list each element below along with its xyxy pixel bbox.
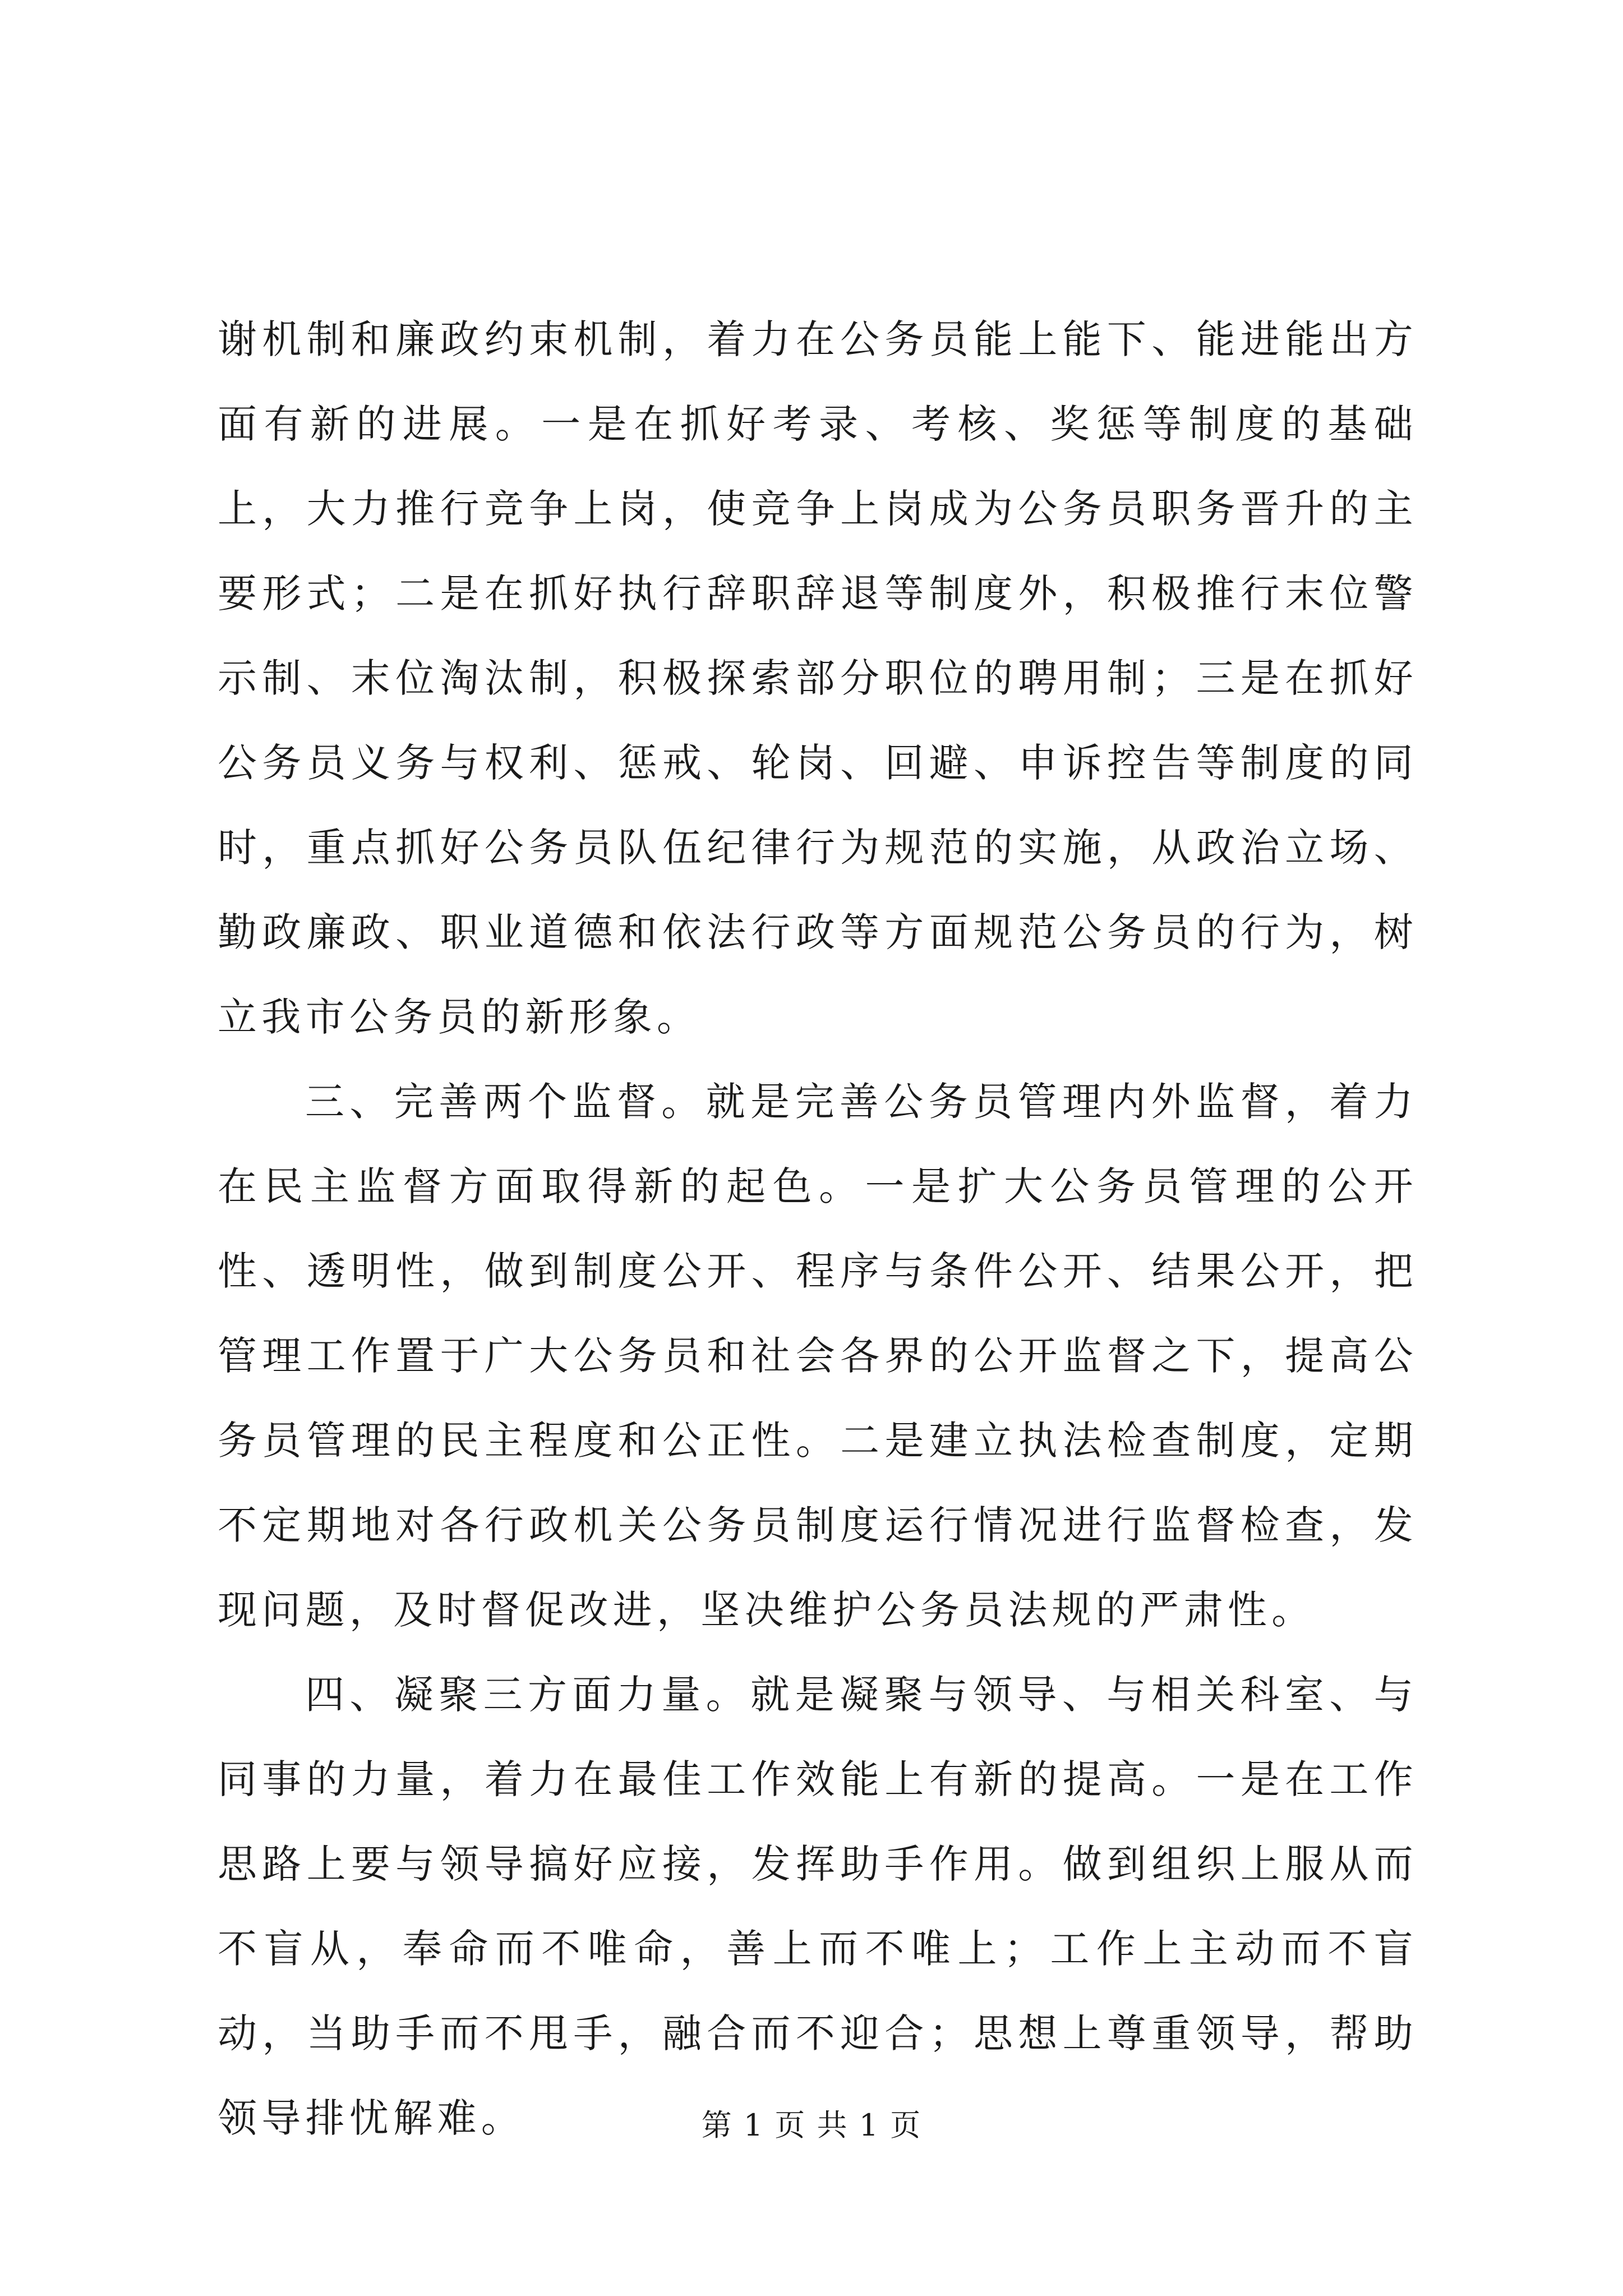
- paragraph-section-four: 四、凝聚三方面力量。就是凝聚与领导、与相关科室、与同事的力量，着力在最佳工作效能上有新的提高。一是在工作思路上要与领导搞好应接，发挥助手作用。做到组织上服从而不盲从，奉命而不唯命，善上而不唯上；工作上主动而不盲动，当助手而不甩手，融合而不迎合；思想上尊重领导，帮助领导排忧解难。: [218, 1672, 1418, 2141]
- paragraph-section-three: 三、完善两个监督。就是完善公务员管理内外监督，着力在民主监督方面取得新的起色。一是扩大公务员管理的公开性、透明性，做到制度公开、程序与条件公开、结果公开，把管理工作置于广大公务员和社会各界的公开监督之下，提高公务员管理的民主程度和公正性。二是建立执法检查制度，定期不定期地对各行政机关公务员制度运行情况进行监督检查，发现问题，及时督促改进，坚决维护公务员法规的严肃性。: [218, 1079, 1418, 1633]
- document-body: [218, 297, 1418, 2161]
- page-footer: 第 1 页 共 1 页: [701, 2108, 922, 2143]
- paragraph-continuation: 谢机制和廉政约束机制，着力在公务员能上能下、能进能出方面有新的进展。一是在抓好考录、考核、奖惩等制度的基础上，大力推行竞争上岗，使竞争上岗成为公务员职务晋升的主要形式；二是在抓好执行辞职辞退等制度外，积极推行末位警示制、末位淘汰制，积极探索部分职位的聘用制；三是在抓好公务员义务与权利、惩戒、轮岗、回避、申诉控告等制度的同时，重点抓好公务员队伍纪律行为规范的实施，从政治立场、勤政廉政、职业道德和依法行政等方面规范公务员的行为，树立我市公务员的新形象。: [218, 316, 1418, 1040]
